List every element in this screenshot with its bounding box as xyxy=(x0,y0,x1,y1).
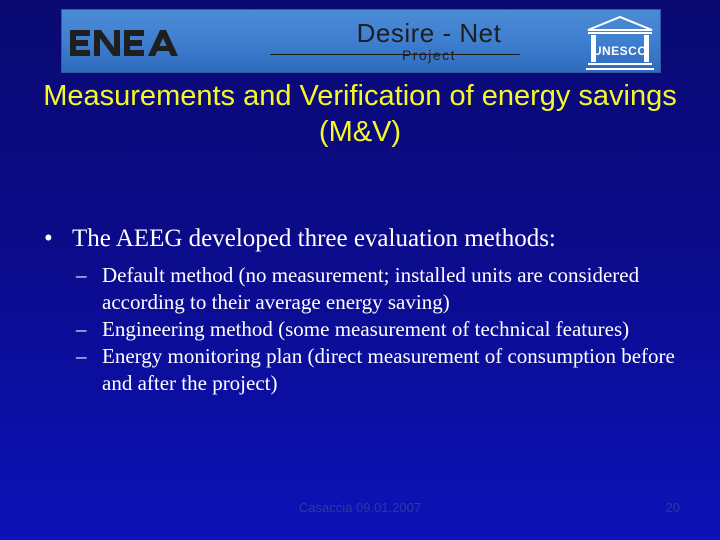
banner-title-block xyxy=(334,18,524,72)
header-banner xyxy=(61,9,661,73)
sub-bullet-text: Engineering method (some measurement of technical features) xyxy=(102,317,630,341)
page-number: 20 xyxy=(665,500,680,515)
enea-logo-mark xyxy=(68,28,180,58)
unesco-logo xyxy=(584,14,656,72)
sub-bullet-item xyxy=(76,316,676,343)
sub-bullet-item xyxy=(76,262,676,316)
sub-bullet-text: Energy monitoring plan (direct measurement of consumption before and after the project) xyxy=(102,344,675,395)
unesco-temple-icon xyxy=(584,14,656,72)
banner-title: Desire - Net xyxy=(356,18,502,48)
sub-bullet-text: Default method (no measurement; installed units are considered according to their average energy saving) xyxy=(102,263,640,314)
sub-bullet-marker: – xyxy=(76,317,87,341)
unesco-wordmark: UNESCO xyxy=(592,44,648,58)
sub-bullet-marker: – xyxy=(76,263,87,287)
banner-subtitle: Project xyxy=(401,47,457,63)
sub-bullet-list xyxy=(76,262,676,397)
sub-bullet-item xyxy=(76,343,676,397)
footer-date: Casaccia 09.01.2007 xyxy=(298,500,422,515)
bullet-text: The AEEG developed three evaluation methods: xyxy=(72,225,556,252)
sub-bullet-marker: – xyxy=(76,344,87,368)
bullet-marker: • xyxy=(44,225,53,252)
slide-title: Measurements and Verification of energy savings (M&V) xyxy=(43,80,677,148)
enea-logo xyxy=(68,28,180,58)
